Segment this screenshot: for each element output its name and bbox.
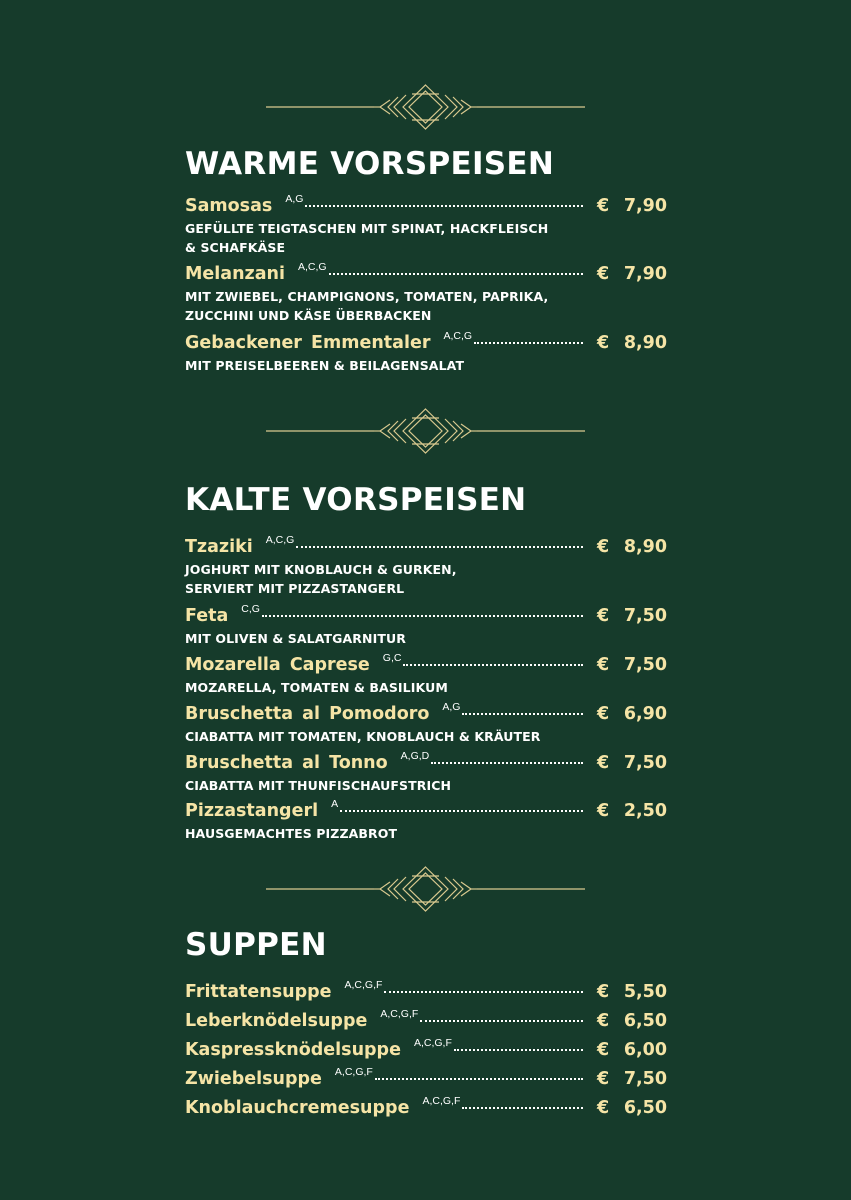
item-allergens: A,G bbox=[285, 193, 304, 205]
price-value: 7,90 bbox=[623, 264, 667, 284]
currency-symbol: € bbox=[597, 982, 610, 1002]
price-value: 2,50 bbox=[623, 801, 667, 821]
item-price bbox=[597, 750, 667, 776]
item-name: Leberknödelsuppe bbox=[185, 1011, 368, 1031]
item-allergens: A,C,G,F bbox=[422, 1095, 461, 1107]
item-description bbox=[185, 356, 667, 375]
dot-leader bbox=[375, 1078, 583, 1080]
price-value: 6,50 bbox=[623, 1011, 667, 1031]
currency-symbol: € bbox=[597, 704, 610, 724]
item-allergens: A,C,G,F bbox=[344, 979, 383, 991]
description-line: JOGHURT MIT KNOBLAUCH & GURKEN, bbox=[185, 562, 457, 577]
description-line: GEFÜLLTE TEIGTASCHEN MIT SPINAT, HACKFLEISCH bbox=[185, 221, 549, 236]
item-name: Tzaziki bbox=[185, 537, 253, 557]
section-title-warme-vorspeisen: WARME VORSPEISEN bbox=[185, 146, 555, 182]
item-name: Pizzastangerl bbox=[185, 801, 319, 821]
section-title-suppen: SUPPEN bbox=[185, 927, 327, 963]
ornament-divider-icon bbox=[266, 406, 585, 456]
item-price bbox=[597, 1066, 667, 1092]
price-value: 6,00 bbox=[623, 1040, 667, 1060]
description-line: MIT ZWIEBEL, CHAMPIGNONS, TOMATEN, PAPRIKA, bbox=[185, 289, 549, 304]
section-title-kalte-vorspeisen: KALTE VORSPEISEN bbox=[185, 482, 527, 518]
item-name: Feta bbox=[185, 606, 229, 626]
currency-symbol: € bbox=[597, 333, 610, 353]
dot-leader bbox=[329, 273, 583, 275]
menu-item bbox=[185, 193, 667, 261]
price-value: 8,90 bbox=[623, 333, 667, 353]
currency-symbol: € bbox=[597, 264, 610, 284]
item-name: Kaspressknödelsuppe bbox=[185, 1040, 401, 1060]
price-value: 7,50 bbox=[623, 655, 667, 675]
price-value: 6,50 bbox=[623, 1098, 667, 1118]
item-price bbox=[597, 261, 667, 287]
menu-item bbox=[185, 652, 667, 701]
dot-leader bbox=[296, 546, 583, 548]
item-allergens: A,G,D bbox=[400, 750, 430, 762]
item-allergens: A,C,G,F bbox=[334, 1066, 373, 1078]
art-deco-diamond-icon bbox=[266, 864, 585, 914]
item-description bbox=[185, 287, 667, 325]
dot-leader bbox=[454, 1049, 583, 1051]
item-price bbox=[597, 1037, 667, 1063]
description-line: HAUSGEMACHTES PIZZABROT bbox=[185, 826, 398, 841]
item-description bbox=[185, 824, 667, 843]
price-value: 8,90 bbox=[623, 537, 667, 557]
item-name: Knoblauchcremesuppe bbox=[185, 1098, 410, 1118]
menu-item bbox=[185, 261, 667, 330]
item-allergens: A,C,G,F bbox=[413, 1037, 452, 1049]
item-description bbox=[185, 629, 667, 648]
dot-leader bbox=[340, 810, 583, 812]
menu-item bbox=[185, 750, 667, 798]
price-value: 7,50 bbox=[623, 606, 667, 626]
dot-leader bbox=[420, 1020, 583, 1022]
menu-item bbox=[185, 1095, 667, 1124]
item-description bbox=[185, 776, 667, 795]
item-name: Samosas bbox=[185, 196, 273, 216]
ornament-divider-icon bbox=[266, 864, 585, 914]
item-allergens: A,C,G,F bbox=[380, 1008, 419, 1020]
dot-leader bbox=[474, 342, 583, 344]
item-name: Zwiebelsuppe bbox=[185, 1069, 322, 1089]
section-items-kalte-vorspeisen bbox=[185, 534, 667, 846]
currency-symbol: € bbox=[597, 1069, 610, 1089]
menu-item bbox=[185, 534, 667, 603]
item-price bbox=[597, 534, 667, 560]
currency-symbol: € bbox=[597, 537, 610, 557]
item-name: Frittatensuppe bbox=[185, 982, 332, 1002]
item-description bbox=[185, 560, 667, 598]
description-line: MIT PREISELBEEREN & BEILAGENSALAT bbox=[185, 358, 465, 373]
item-price bbox=[597, 330, 667, 356]
description-line: MIT OLIVEN & SALATGARNITUR bbox=[185, 631, 406, 646]
item-price bbox=[597, 1095, 667, 1121]
item-name: Bruschetta al Tonno bbox=[185, 753, 388, 773]
currency-symbol: € bbox=[597, 1011, 610, 1031]
item-allergens: A,C,G bbox=[443, 330, 473, 342]
price-value: 6,90 bbox=[623, 704, 667, 724]
menu-item bbox=[185, 603, 667, 652]
item-price bbox=[597, 193, 667, 219]
item-name: Gebackener Emmentaler bbox=[185, 333, 431, 353]
dot-leader bbox=[462, 713, 583, 715]
dot-leader bbox=[403, 664, 583, 666]
art-deco-diamond-icon bbox=[266, 82, 585, 132]
item-description bbox=[185, 219, 667, 257]
description-line: CIABATTA MIT TOMATEN, KNOBLAUCH & KRÄUTER bbox=[185, 729, 541, 744]
item-allergens: G,C bbox=[382, 652, 402, 664]
description-line: ZUCCHINI UND KÄSE ÜBERBACKEN bbox=[185, 308, 432, 323]
item-price bbox=[597, 979, 667, 1005]
item-allergens: A,C,G bbox=[298, 261, 327, 273]
currency-symbol: € bbox=[597, 753, 610, 773]
currency-symbol: € bbox=[597, 196, 610, 216]
menu-item bbox=[185, 979, 667, 1008]
item-price bbox=[597, 1008, 667, 1034]
item-description bbox=[185, 678, 667, 697]
item-price bbox=[597, 701, 667, 727]
item-name: Melanzani bbox=[185, 264, 286, 284]
description-line: MOZARELLA, TOMATEN & BASILIKUM bbox=[185, 680, 448, 695]
price-value: 7,90 bbox=[623, 196, 667, 216]
section-items-warme-vorspeisen bbox=[185, 193, 667, 378]
item-name: Mozarella Caprese bbox=[185, 655, 370, 675]
menu-item bbox=[185, 1037, 667, 1066]
dot-leader bbox=[262, 615, 583, 617]
menu-item bbox=[185, 330, 667, 378]
currency-symbol: € bbox=[597, 655, 610, 675]
item-price bbox=[597, 798, 667, 824]
description-line: CIABATTA MIT THUNFISCHAUFSTRICH bbox=[185, 778, 452, 793]
item-allergens: C,G bbox=[241, 603, 260, 615]
art-deco-diamond-icon bbox=[266, 406, 585, 456]
dot-leader bbox=[384, 991, 583, 993]
item-price bbox=[597, 603, 667, 629]
dot-leader bbox=[305, 205, 583, 207]
menu-item bbox=[185, 798, 667, 846]
item-price bbox=[597, 652, 667, 678]
price-value: 7,50 bbox=[623, 753, 667, 773]
dot-leader bbox=[431, 762, 583, 764]
ornament-divider-icon bbox=[266, 82, 585, 132]
item-allergens: A,G bbox=[442, 701, 461, 713]
currency-symbol: € bbox=[597, 801, 610, 821]
item-allergens: A,C,G bbox=[265, 534, 295, 546]
description-line: SERVIERT MIT PIZZASTANGERL bbox=[185, 581, 405, 596]
description-line: & SCHAFKÄSE bbox=[185, 240, 286, 255]
currency-symbol: € bbox=[597, 1040, 610, 1060]
dot-leader bbox=[462, 1107, 583, 1109]
price-value: 7,50 bbox=[623, 1069, 667, 1089]
price-value: 5,50 bbox=[623, 982, 667, 1002]
item-name: Bruschetta al Pomodoro bbox=[185, 704, 430, 724]
currency-symbol: € bbox=[597, 606, 610, 626]
item-allergens: A bbox=[331, 798, 339, 810]
section-items-suppen bbox=[185, 979, 667, 1124]
currency-symbol: € bbox=[597, 1098, 610, 1118]
